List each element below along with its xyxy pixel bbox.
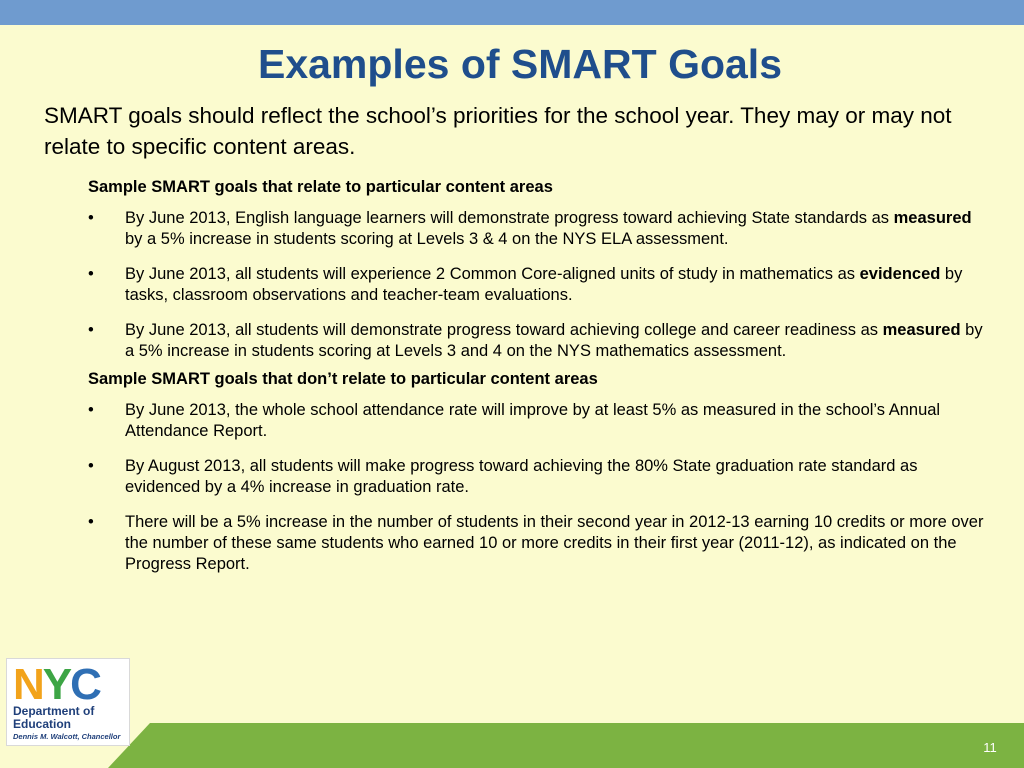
logo-letter-n: N	[13, 660, 43, 709]
goal-text: By June 2013, all students will demonstrate progress toward achieving college and career readiness as	[125, 321, 883, 339]
bullet: •	[88, 401, 94, 419]
section-heading-content-areas: Sample SMART goals that relate to particular content areas	[88, 178, 553, 196]
list-item	[88, 264, 988, 306]
goal-emphasis: evidenced	[859, 265, 941, 283]
goal-list-non-content-areas	[88, 400, 988, 575]
goal-emphasis: measured	[882, 321, 961, 339]
logo-letter-c: C	[70, 660, 100, 709]
bullet: •	[88, 513, 94, 531]
logo-department	[13, 705, 94, 731]
bottom-accent-bar	[0, 723, 1024, 768]
nyc-letters	[13, 660, 100, 709]
logo-line-1: Department of	[13, 704, 95, 718]
section-heading-non-content-areas: Sample SMART goals that don’t relate to particular content areas	[88, 370, 598, 388]
bullet: •	[88, 321, 94, 339]
goal-text: By June 2013, the whole school attendance rate will improve by at least 5% as measured in the school’s Annual Attendance Report.	[125, 401, 941, 440]
nyc-doe-logo	[6, 658, 130, 746]
list-item	[88, 512, 988, 575]
goal-text: By June 2013, English language learners will demonstrate progress toward achieving State standards as	[125, 209, 894, 227]
goal-text: by a 5% increase in students scoring at Levels 3 and 4 on the NYS mathematics assessment.	[125, 321, 983, 360]
bottom-bar-shape	[108, 723, 1024, 768]
list-item	[88, 320, 988, 362]
page-number: 11	[983, 740, 997, 755]
goal-text: by a 5% increase in students scoring at Levels 3 & 4 on the NYS ELA assessment.	[125, 230, 729, 248]
goal-text: There will be a 5% increase in the number of students in their second year in 2012-13 earning 10 credits or more over the number of these same students who earned 10 or more credits in their first year (2011-12), as indicated on the Progress Report.	[125, 513, 984, 573]
list-item	[88, 208, 988, 250]
list-item	[88, 456, 988, 498]
goal-emphasis: measured	[893, 209, 972, 227]
goals-content	[88, 176, 988, 589]
bullet: •	[88, 265, 94, 283]
goal-text: By August 2013, all students will make progress toward achieving the 80% State graduation rate standard as evidenced by a 4% increase in graduation rate.	[125, 457, 918, 496]
top-accent-bar	[0, 0, 1024, 25]
slide-title: Examples of SMART Goals	[257, 41, 782, 87]
goal-text: By June 2013, all students will experience 2 Common Core-aligned units of study in mathematics as	[125, 265, 860, 283]
goal-list-content-areas	[88, 208, 988, 362]
list-item	[88, 400, 988, 442]
bullet: •	[88, 457, 94, 475]
goal-text: by tasks, classroom observations and teacher-team evaluations.	[125, 265, 963, 304]
intro-text: SMART goals should reflect the school’s priorities for the school year. They may or may not relate to specific content areas.	[44, 103, 952, 159]
logo-chancellor: Dennis M. Walcott, Chancellor	[13, 732, 121, 741]
logo-line-2: Education	[13, 717, 72, 731]
bullet: •	[88, 209, 94, 227]
logo-letter-y: Y	[42, 660, 71, 709]
